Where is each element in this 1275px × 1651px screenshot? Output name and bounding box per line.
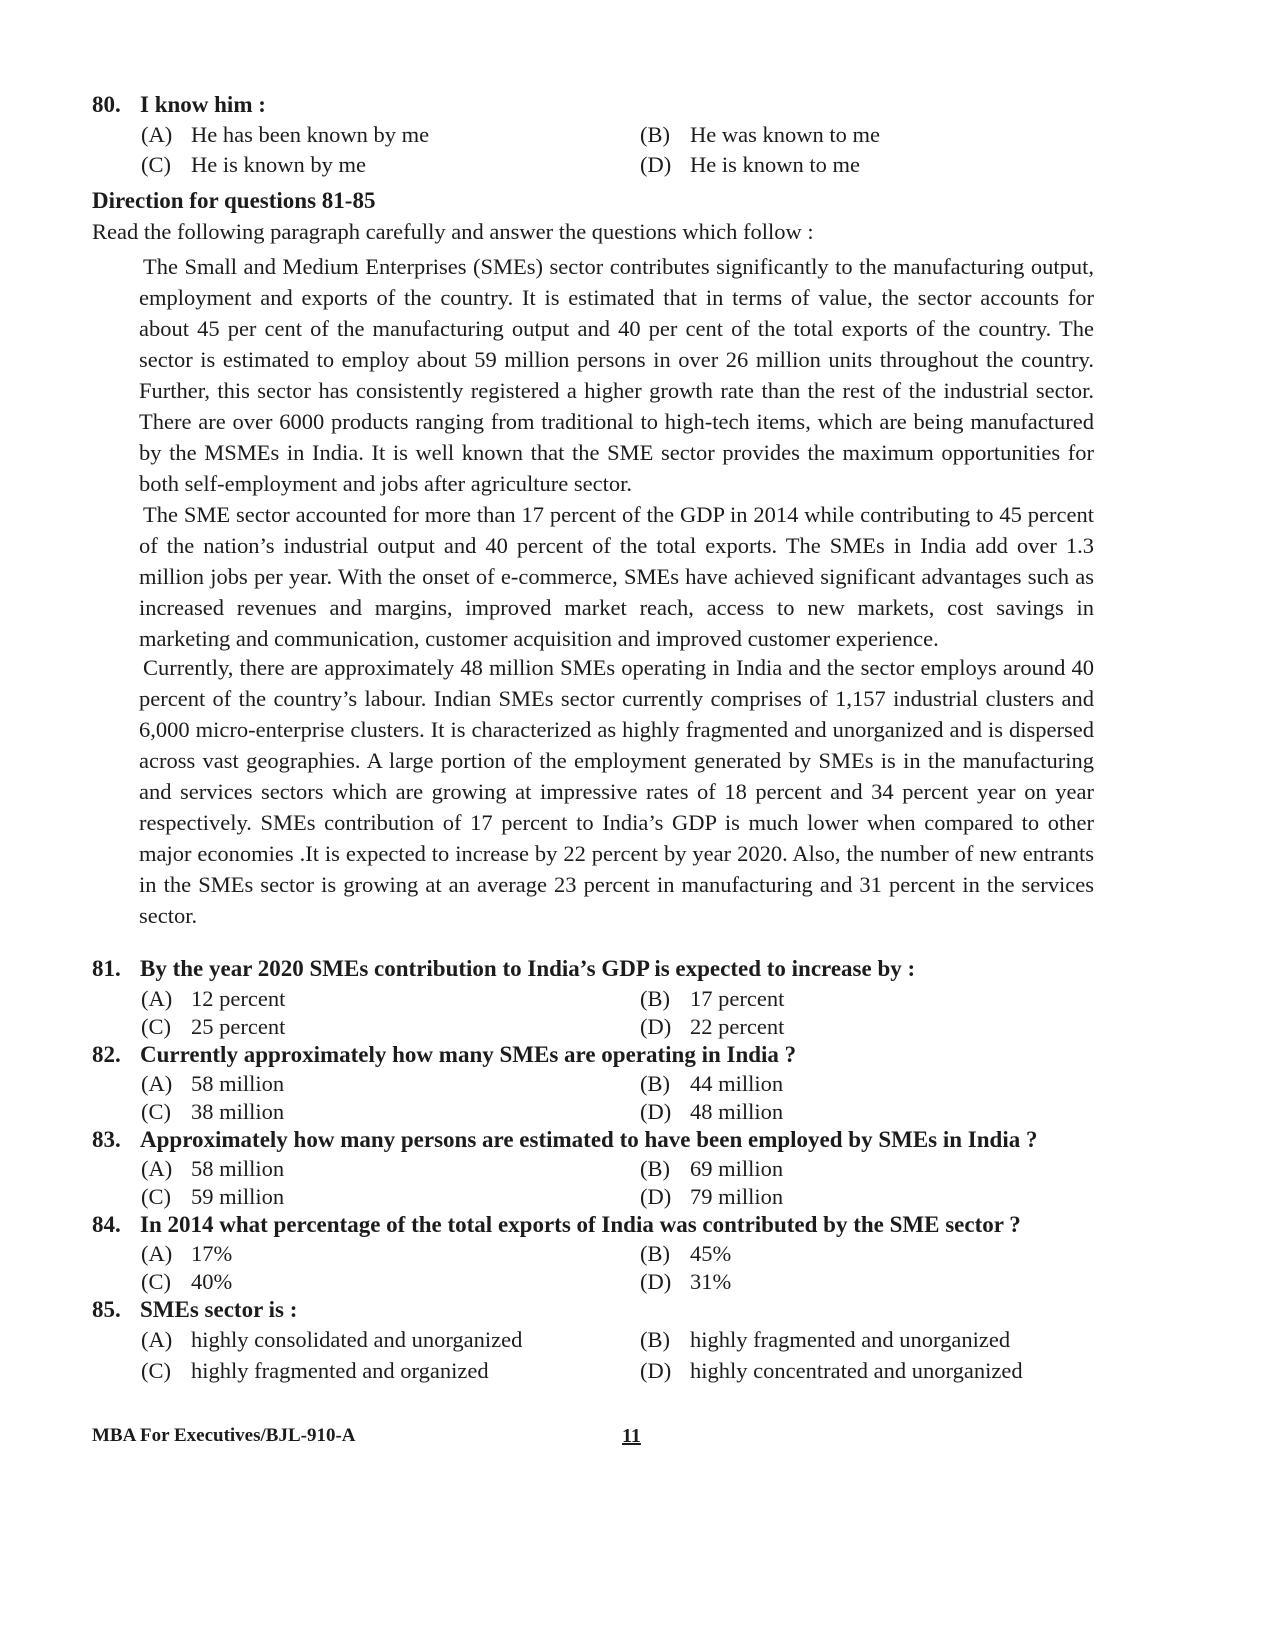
option-81-a: (A) 12 percent [141,986,286,1011]
passage-paragraph-2: The SME sector accounted for more than 17 percent of the GDP in 2014 while contributing to 45 percent of the nation’s industrial output and 40 percent of the total exports. The SMEs in India add over 1.3 million jobs per year. With the onset of e-commerce, SMEs have achieved significant advantages such as increased revenues and margins, improved market reach, access to new markets, cost savings in marketing and communication, customer acquisition and improved customer experience. [139,502,1094,651]
option-82-d: (D) 48 million [640,1099,784,1124]
option-84-a: (A) 17% [141,1241,233,1266]
direction-heading: Direction for questions 81-85 [92,188,376,213]
option-85-d: (D) highly concentrated and unorganized [640,1358,1023,1383]
question-number: 80. [92,92,121,117]
option-83-b: (B) 69 million [640,1156,784,1181]
option-81-b: (B) 17 percent [640,986,785,1011]
option-83-a: (A) 58 million [141,1156,285,1181]
option-82-b: (B) 44 million [640,1071,784,1096]
option-84-b: (B) 45% [640,1241,732,1266]
question-83: 83. Approximately how many persons are estimated to have been employed by SMEs in India ? [92,1127,1038,1152]
option-84-c: (C) 40% [141,1269,233,1294]
passage-paragraph-3: Currently, there are approximately 48 million SMEs operating in India and the sector employs around 40 percent of the country’s labour. Indian SMEs sector currently comprises of 1,157 industrial clusters and 6,000 micro-enterprise clusters. It is characterized as highly fragmented and unorganized and is dispersed across vast geographies. A large portion of the employment generated by SMEs is in the manufacturing and services sectors which are growing at impressive rates of 18 percent and 34 percent year on year respectively. SMEs contribution of 17 percent to India’s GDP is much lower when compared to other major economies .It is expected to increase by 22 percent by year 2020. Also, the number of new entrants in the SMEs sector is growing at an average 23 percent in manufacturing and 31 percent in the services sector. [139,655,1094,928]
option-81-c: (C) 25 percent [141,1014,286,1039]
option-85-c: (C) highly fragmented and organized [141,1358,489,1383]
option-82-a: (A) 58 million [141,1071,285,1096]
option-80-d: (D) He is known to me [640,152,860,177]
option-83-c: (C) 59 million [141,1184,285,1209]
option-81-d: (D) 22 percent [640,1014,785,1039]
passage-paragraph-1: The Small and Medium Enterprises (SMEs) sector contributes significantly to the manufacturing output, employment and exports of the country. It is estimated that in terms of value, the sector accounts for about 45 per cent of the manufacturing output and 40 per cent of the total exports of the country. The sector is estimated to employ about 59 million persons in over 26 million units throughout the country. Further, this sector has consistently registered a higher growth rate than the rest of the industrial sector. There are over 6000 products ranging from traditional to high-tech items, which are being manufactured by the MSMEs in India. It is well known that the SME sector provides the maximum opportunities for both self-employment and jobs after agriculture sector. [139,254,1094,496]
question-85: 85. SMEs sector is : [92,1297,298,1322]
page-number: 11 [622,1425,641,1447]
option-85-b: (B) highly fragmented and unorganized [640,1327,1011,1352]
question-84: 84. In 2014 what percentage of the total exports of India was contributed by the SME sector ? [92,1212,1021,1237]
option-82-c: (C) 38 million [141,1099,285,1124]
question-81: 81. By the year 2020 SMEs contribution to India’s GDP is expected to increase by : [92,956,916,981]
option-80-a: (A) He has been known by me [141,122,430,147]
direction-instruction: Read the following paragraph carefully and answer the questions which follow : [92,219,814,244]
option-83-d: (D) 79 million [640,1184,784,1209]
option-80-b: (B) He was known to me [640,122,880,147]
question-80 [92,91,1122,119]
option-84-d: (D) 31% [640,1269,732,1294]
footer-exam-code: MBA For Executives/BJL-910-A [92,1425,356,1446]
option-85-a: (A) highly consolidated and unorganized [141,1327,523,1352]
option-80-c: (C) He is known by me [141,152,366,177]
question-text: I know him : [140,92,266,117]
question-82: 82. Currently approximately how many SMEs are operating in India ? [92,1042,797,1067]
